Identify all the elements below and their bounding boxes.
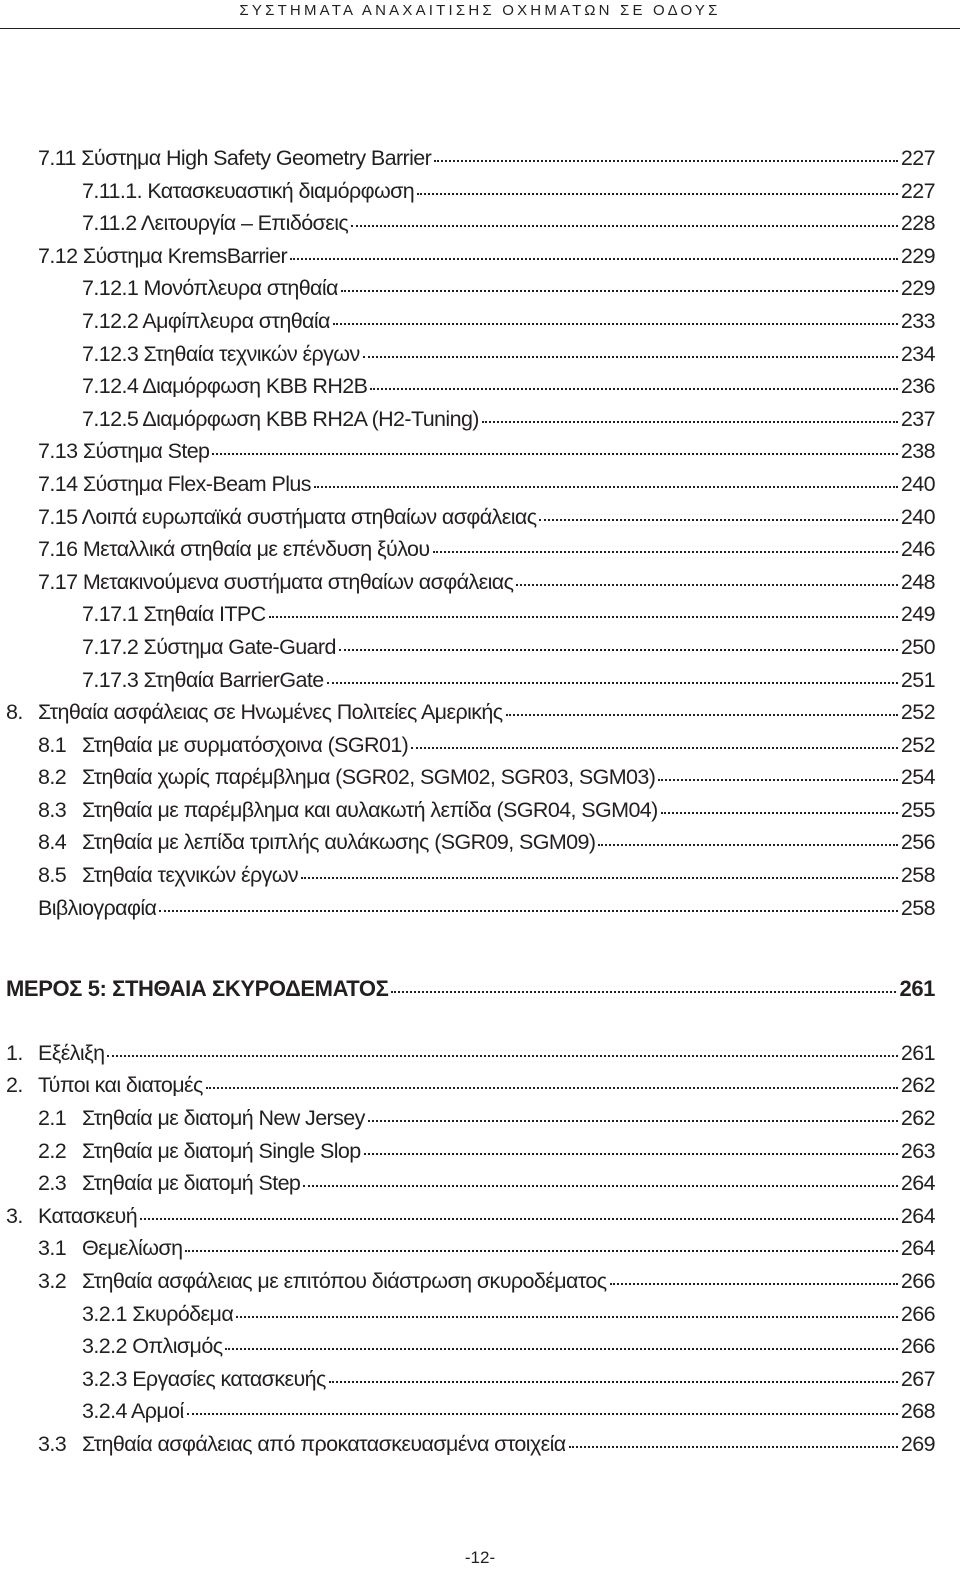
dot-leader [391,991,896,993]
toc-entry[interactable]: 8.1 Στηθαία με συρματόσχοινα (SGR01) 252 [38,732,935,757]
toc-entry[interactable]: 2. Τύποι και διατομές 262 [6,1073,935,1098]
toc-entry[interactable]: 3. Κατασκευή 264 [6,1203,935,1228]
dot-leader [516,584,898,586]
toc-part-heading[interactable]: ΜΕΡΟΣ 5: ΣΤΗΘΑΙΑ ΣΚΥΡΟΔΕΜΑΤΟΣ 261 [6,976,935,1002]
toc-entry[interactable]: 3.2.1 Σκυρόδεμα 266 [82,1301,935,1326]
dot-leader [225,1348,897,1350]
toc-entry[interactable]: 7.17.1 Στηθαία ITPC 249 [82,602,935,627]
toc-entry[interactable]: 7.11.1. Κατασκευαστική διαμόρφωση 227 [82,178,935,203]
dot-leader [658,779,898,781]
dot-leader [206,1087,898,1089]
dot-leader [434,160,898,162]
toc-entry[interactable]: 3.3 Στηθαία ασφάλειας από προκατασκευασμένα στοιχεία 269 [38,1431,935,1456]
toc-entry[interactable]: 3.2.2 Οπλισμός 266 [82,1334,935,1359]
toc-entry[interactable]: 7.11.2 Λειτουργία – Επιδόσεις 228 [82,211,935,236]
toc-entry[interactable]: 7.12.4 Διαμόρφωση KBB RH2B 236 [82,374,935,399]
toc-entry[interactable]: 7.15 Λοιπά ευρωπαϊκά συστήματα στηθαίων ασφάλειας 240 [38,504,935,529]
toc-entry[interactable]: 3.2.4 Αρμοί 268 [82,1399,935,1424]
dot-leader [140,1218,898,1220]
dot-leader [598,844,897,846]
toc-entry[interactable]: 7.17.2 Σύστημα Gate-Guard 250 [82,634,935,659]
toc-entry[interactable]: 7.12.2 Αμφίπλευρα στηθαία 233 [82,308,935,333]
toc-entry[interactable]: 1. Εξέλιξη 261 [6,1040,935,1065]
dot-leader [364,1153,898,1155]
toc-entry[interactable]: 7.17.3 Στηθαία BarrierGate 251 [82,667,935,692]
dot-leader [187,1413,898,1415]
toc-entry[interactable]: 2.2 Στηθαία με διατομή Single Slop 263 [38,1138,935,1163]
dot-leader [290,258,898,260]
dot-leader [301,877,898,879]
toc-entry[interactable]: Βιβλιογραφία 258 [38,895,935,920]
dot-leader [539,519,897,521]
dot-leader [610,1283,898,1285]
toc-entry[interactable]: 7.12.5 Διαμόρφωση KBB RH2A (H2-Tuning) 237 [82,406,935,431]
toc-entry[interactable]: 7.12.3 Στηθαία τεχνικών έργων 234 [82,341,935,366]
dot-leader [314,486,898,488]
dot-leader [159,910,898,912]
dot-leader [339,649,898,651]
toc-entry[interactable]: 7.12 Σύστημα KremsBarrier 229 [38,243,935,268]
spacer [0,1009,960,1041]
toc-entry[interactable]: 2.1 Στηθαία με διατομή New Jersey 262 [38,1106,935,1131]
toc-entry[interactable]: 7.12.1 Μονόπλευρα στηθαία 229 [82,276,935,301]
dot-leader [351,225,898,227]
dot-leader [212,453,898,455]
dot-leader [506,714,898,716]
toc-entry[interactable]: 8.3 Στηθαία με παρέμβλημα και αυλακωτή λεπίδα (SGR04, SGM04) 255 [38,797,935,822]
page-number: -12- [464,1548,496,1567]
dot-leader [482,421,898,423]
page-header [0,0,960,30]
dot-leader [661,812,898,814]
toc-entry[interactable]: 8.2 Στηθαία χωρίς παρέμβλημα (SGR02, SGM02, SGR03, SGM03) 254 [38,765,935,790]
dot-leader [329,1381,898,1383]
dot-leader [327,682,898,684]
dot-leader [185,1250,898,1252]
table-of-contents [0,146,960,1465]
spacer [0,928,960,976]
toc-entry[interactable]: 7.14 Σύστημα Flex-Beam Plus 240 [38,471,935,496]
toc-entry[interactable]: 3.2 Στηθαία ασφάλειας με επιτόπου διάστρωση σκυροδέματος 266 [38,1269,935,1293]
dot-leader [569,1446,898,1448]
dot-leader [236,1316,898,1318]
dot-leader [370,388,898,390]
dot-leader [368,1120,898,1122]
toc-entry[interactable]: 8.5 Στηθαία τεχνικών έργων 258 [38,863,935,888]
toc-entry[interactable]: 2.3 Στηθαία με διατομή Step 264 [38,1171,935,1196]
toc-entry[interactable]: 7.11 Σύστημα High Safety Geometry Barrier 227 [38,146,935,170]
running-title: ΣΥΣΤΗΜΑΤΑ ΑΝΑΧΑΙΤΙΣΗΣ ΟΧΗΜΑΤΩΝ ΣΕ ΟΔΟΥΣ [239,2,721,19]
dot-leader [411,747,898,749]
toc-entry[interactable]: 3.2.3 Εργασίες κατασκευής 267 [82,1366,935,1391]
dot-leader [107,1055,897,1057]
toc-entry[interactable]: 8.4 Στηθαία με λεπίδα τριπλής αυλάκωσης (SGR09, SGM09) 256 [38,830,935,855]
toc-entry[interactable]: 7.16 Μεταλλικά στηθαία με επένδυση ξύλου 246 [38,537,935,562]
dot-leader [363,356,898,358]
toc-entry[interactable]: 8. Στηθαία ασφάλειας σε Ηνωμένες Πολιτείες Αμερικής 252 [6,700,935,725]
dot-leader [341,290,898,292]
header-rule [0,28,960,29]
toc-entry[interactable]: 3.1 Θεμελίωση 264 [38,1236,935,1261]
dot-leader [303,1185,898,1187]
dot-leader [433,551,898,553]
dot-leader [417,193,898,195]
dot-leader [333,323,898,325]
toc-entry[interactable]: 7.13 Σύστημα Step 238 [38,439,935,464]
toc-entry[interactable]: 7.17 Μετακινούμενα συστήματα στηθαίων ασφάλειας 248 [38,569,935,594]
dot-leader [269,616,898,618]
